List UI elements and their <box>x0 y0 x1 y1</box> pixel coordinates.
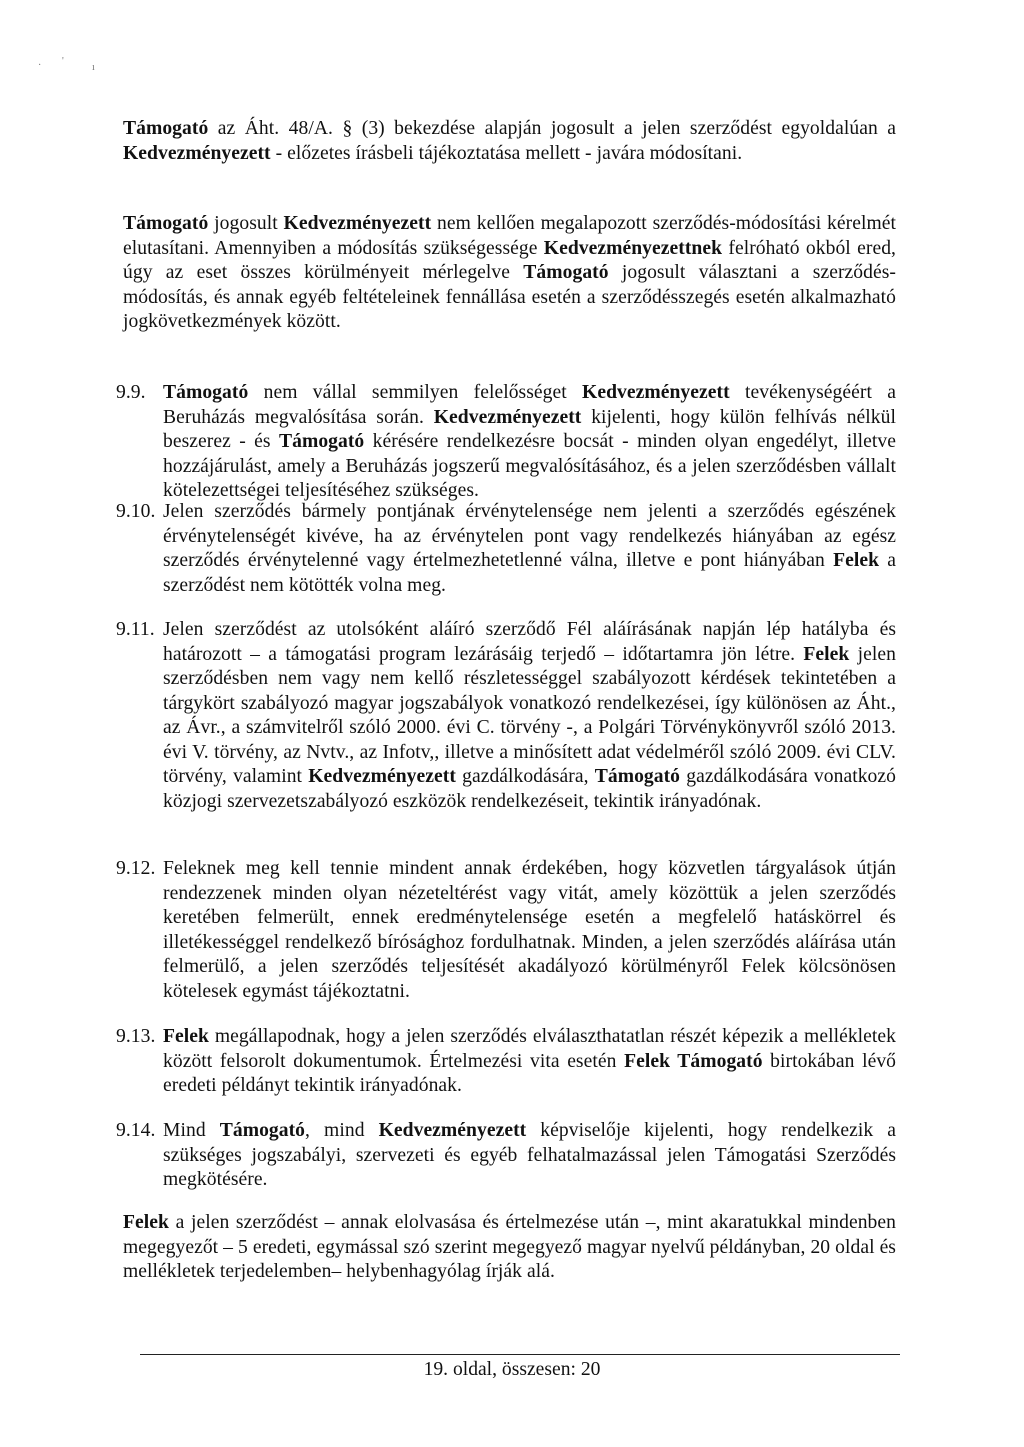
section-number: 9.9. <box>116 382 146 403</box>
bold-term: Támogató <box>594 766 681 787</box>
bold-term: Kedvezményezett <box>582 382 730 403</box>
bold-term: Felek <box>163 1026 209 1047</box>
bold-term: Felek <box>803 643 850 665</box>
bold-term: Támogató <box>523 262 609 283</box>
section-number: 9.10. <box>116 501 156 522</box>
bold-term: Kedvezményezett <box>123 142 271 164</box>
bold-term: Kedvezményezett <box>378 1120 527 1141</box>
section-body: Mind Támogató, mind Kedvezményezett képviselője kijelenti, hogy rendelkezik a szükséges jogszabályi, szervezeti és egyéb felhatalmazással jelen Támogatási Szerződés megkötésére. <box>163 1120 897 1190</box>
bold-term: Kedvezményezett <box>433 406 582 428</box>
section-body: Támogató nem vállal semmilyen felelősséget Kedvezményezett tevékenységéért a Beruházás megvalósítása során. Kedvezményezett kijelenti, hogy külön felhívás nélkül beszerez - és Támogató kérésére rendelkezésre bocsát - minden olyan engedélyt, illetve hozzájárulást, amely a Beruházás jogszerű megvalósításához, és a jelen szerződésben vállalt kötelezettségei teljesítéséhez szükséges. <box>163 382 897 501</box>
section-number: 9.14. <box>116 1120 156 1141</box>
section-9-14 <box>116 1119 896 1193</box>
section-number: 9.13. <box>116 1026 156 1047</box>
bold-term: Támogató <box>123 118 209 139</box>
bold-term: Felek <box>833 550 880 571</box>
page-number: 19. oldal, összesen: 20 <box>423 1359 601 1380</box>
section-body: Jelen szerződést az utolsóként aláíró szerződő Fél aláírásának napján lép hatályba és határozott – a támogatási program lezárásáig terjedő – időtartamra jön létre. Felek jelen szerződésben nem vagy nem kellő részletességgel szabályozott kérdések tekintetében a tárgykört szabályozó magyar jogszabályok vonatkozó rendelkezései, így különösen az Áht., az Ávr., a számvitelről szóló 2000. évi C. törvény -, a Polgári Törvénykönyvről szóló 2013. évi V. törvény, az Nvtv., az Infotv,, illetve a minősített adat védelméről szóló 2009. évi CLV. törvény, valamint Kedvezményezett gazdálkodására, Támogató gazdálkodására vonatkozó közjogi szervezetszabályozó eszközök rendelkezéseit, tekintik irányadónak. <box>163 619 896 812</box>
section-9-11 <box>116 618 896 814</box>
paragraph-closing-signature: Felek a jelen szerződést – annak elolvasása és értelmezése után –, mint akaratukkal mindenben megegyezőt – 5 eredeti, egymással szó szerint megegyező magyar nyelvű példányban, 20 oldal és mellékletek terjedelemben– helybenhagyólag írják alá. <box>123 1212 896 1282</box>
section-number: 9.12. <box>116 858 156 879</box>
section-9-9 <box>116 381 896 504</box>
paragraph-unilateral-modification: Támogató az Áht. 48/A. § (3) bekezdése alapján jogosult a jelen szerződést egyoldalúan a Kedvezményezett - előzetes írásbeli tájékoztatása mellett - javára módosítani. <box>123 118 896 164</box>
bold-term: Felek Támogató <box>624 1050 763 1072</box>
bold-term: Támogató <box>219 1120 306 1141</box>
section-9-10 <box>116 500 896 598</box>
footer-divider <box>140 1354 900 1355</box>
paragraph-modification-request: Támogató jogosult Kedvezményezett nem kellően megalapozott szerződés-módosítási kérelmét elutasítani. Amennyiben a módosítás szükségessége Kedvezményezettnek felróható okból ered, úgy az eset összes körülményeit mérlegelve Támogató jogosult választani a szerződés-módosítás, és annak egyéb feltételeinek fennállása esetén a szerződésszegés esetén alkalmazható jogkövetkezmények között. <box>123 213 896 332</box>
section-9-12 <box>116 857 896 1004</box>
bold-term: Kedvezményezettnek <box>543 237 723 259</box>
bold-term: Támogató <box>123 213 209 234</box>
section-body: Feleknek meg kell tennie mindent annak érdekében, hogy közvetlen tárgyalások útján rendezzenek minden olyan nézeteltérést vagy vitát, amely közöttük a jelen szerződés keretében felmerült, ennek eredménytelensége esetén a megfelelő hatáskörrel és illetékességgel rendelkező bírósághoz fordulhatnak. Minden, a jelen szerződés aláírása után felmerülő, a jelen szerződés teljesítését akadályozó körülményről Felek kölcsönösen kötelesek egymást tájékoztatni. <box>163 858 896 1002</box>
section-number: 9.11. <box>116 619 155 640</box>
bold-term: Támogató <box>278 431 365 452</box>
scan-speck: ı <box>92 62 95 73</box>
bold-term: Felek <box>123 1212 169 1233</box>
scan-speck: ' <box>62 56 64 67</box>
scan-speck: · <box>38 60 42 71</box>
section-body: Jelen szerződés bármely pontjának érvénytelensége nem jelenti a szerződés egészének érvénytelenségét kivéve, ha az érvénytelen pont vagy rendelkezés hiányában az egész szerződés érvénytelenné vagy értelmezhetetlenné válna, illetve e pont hiányában Felek a szerződést nem kötötték volna meg. <box>163 501 896 596</box>
section-body: Felek megállapodnak, hogy a jelen szerződés elválaszthatatlan részét képezik a mellékletek között felsorolt dokumentumok. Értelmezési vita esetén Felek Támogató birtokában lévő eredeti példányt tekintik irányadónak. <box>163 1026 897 1096</box>
section-9-13 <box>116 1025 896 1099</box>
bold-term: Támogató <box>163 382 249 403</box>
bold-term: Kedvezményezett <box>283 213 432 234</box>
bold-term: Kedvezményezett <box>308 766 456 787</box>
